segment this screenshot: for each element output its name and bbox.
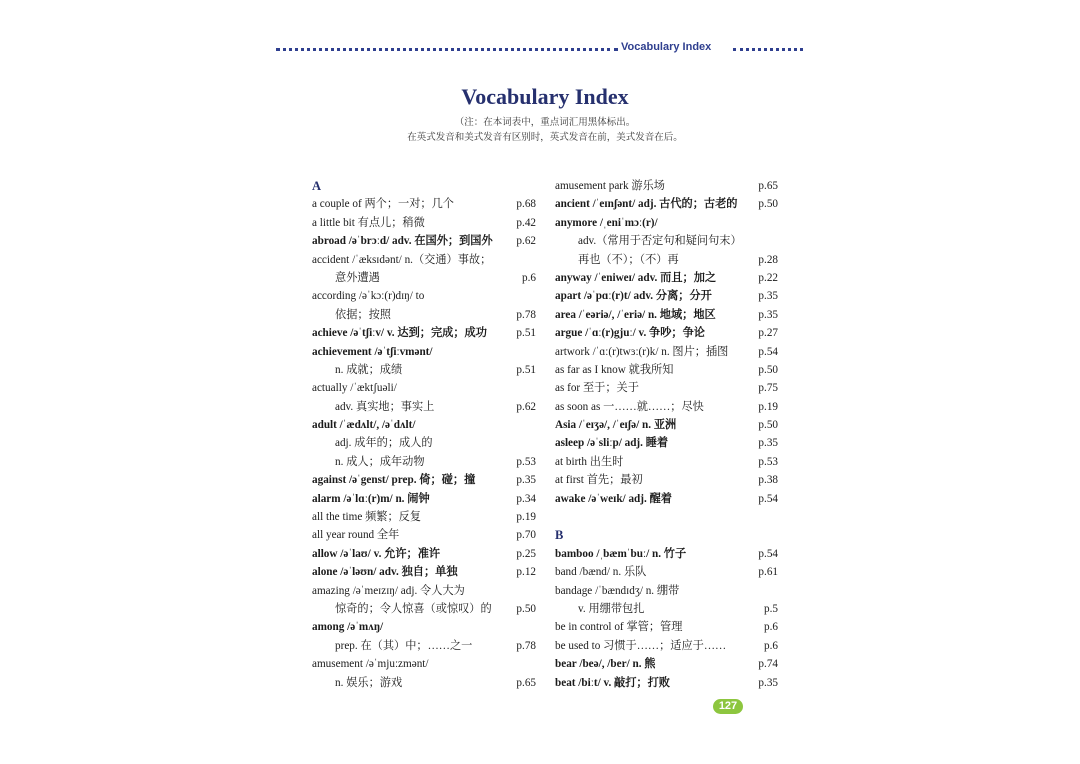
vocab-entry <box>555 582 778 600</box>
letter-heading: B <box>555 528 564 543</box>
vocab-entry <box>312 306 536 324</box>
vocab-entry-text: all year round 全年 <box>312 529 400 542</box>
vocab-page-ref: p.35 <box>516 474 536 487</box>
vocab-entry-text: achievement /əˈtʃiːvmənt/ <box>312 345 433 358</box>
vocab-entry-text: adj. 成年的；成人的 <box>335 437 433 450</box>
vocab-entry-text: against /əˈgenst/ prep. 倚；碰；撞 <box>312 474 476 487</box>
vocab-entry <box>555 195 778 213</box>
vocab-entry-text: alone /əˈləʊn/ adv. 独自；单独 <box>312 566 458 579</box>
vocab-entry <box>312 655 536 673</box>
vocab-entry <box>312 287 536 305</box>
vocab-entry-text: n. 成人；成年动物 <box>335 455 425 468</box>
vocab-page-ref: p.35 <box>758 308 778 321</box>
vocab-entry <box>312 490 536 508</box>
right-column <box>555 177 778 692</box>
vocab-page-ref: p.61 <box>758 566 778 579</box>
header-dots-right <box>733 48 803 51</box>
vocab-entry-text: awake /əˈweɪk/ adj. 醒着 <box>555 492 672 505</box>
vocab-entry <box>312 214 536 232</box>
vocab-page-ref: p.34 <box>516 492 536 505</box>
vocab-entry-text: amusement /əˈmjuːzmənt/ <box>312 658 429 671</box>
vocab-entry <box>555 251 778 269</box>
vocab-entry <box>555 177 778 195</box>
vocab-page-ref: p.51 <box>516 363 536 376</box>
vocab-entry-text: at first 首先；最初 <box>555 474 643 487</box>
vocab-entry-text: adv. 真实地；事实上 <box>335 400 435 413</box>
vocab-entry-text: allow /əˈlaʊ/ v. 允许；准许 <box>312 547 441 560</box>
vocab-entry-text: a little bit 有点儿；稍微 <box>312 216 425 229</box>
vocab-entry <box>312 471 536 489</box>
vocab-entry <box>555 379 778 397</box>
vocab-entry-text: anyway /ˈeniweɪ/ adv. 而且；加之 <box>555 271 717 284</box>
vocab-entry <box>555 490 778 508</box>
vocab-page-ref: p.42 <box>516 216 536 229</box>
vocab-entry <box>312 674 536 692</box>
vocab-page-ref: p.5 <box>764 602 778 615</box>
vocab-entry-text: accident /ˈæksɪdənt/ n.（交通）事故； <box>312 253 492 266</box>
vocab-entry <box>555 600 778 618</box>
vocab-page-ref: p.74 <box>758 658 778 671</box>
vocab-page-ref: p.53 <box>758 455 778 468</box>
vocab-entry-text: bandage /ˈbændɪdʒ/ n. 绷带 <box>555 584 680 597</box>
vocab-page-ref: p.19 <box>758 400 778 413</box>
vocab-entry <box>312 637 536 655</box>
vocab-entry-text: alarm /əˈlɑː(r)m/ n. 闹钟 <box>312 492 430 505</box>
vocab-entry-text: as soon as 一……就……；尽快 <box>555 400 704 413</box>
vocab-entry-text: amusement park 游乐场 <box>555 180 665 192</box>
vocab-entry <box>555 287 778 305</box>
vocab-entry-text: n. 娱乐；游戏 <box>335 676 403 689</box>
vocab-entry <box>555 655 778 673</box>
vocab-entry <box>312 379 536 397</box>
vocab-page-ref: p.54 <box>758 547 778 560</box>
vocab-page-ref: p.6 <box>764 639 778 652</box>
vocab-entry-text: apart /əˈpɑː(r)t/ adv. 分离；分开 <box>555 290 712 303</box>
vocab-page-ref: p.35 <box>758 290 778 303</box>
vocab-page-ref: p.27 <box>758 327 778 340</box>
vocab-page-ref: p.65 <box>516 676 536 689</box>
vocab-entry <box>312 232 536 250</box>
vocab-entry <box>555 637 778 655</box>
vocab-entry-text: actually /ˈæktʃuəli/ <box>312 382 397 395</box>
vocab-entry-text: asleep /əˈsliːp/ adj. 睡着 <box>555 437 669 450</box>
vocab-entry-text: Asia /ˈeɪʒə/, /ˈeɪʃə/ n. 亚洲 <box>555 419 677 432</box>
vocab-page-ref: p.78 <box>516 639 536 652</box>
vocab-page-ref: p.28 <box>758 253 778 266</box>
vocab-entry-text: according /əˈkɔː(r)dɪŋ/ to <box>312 290 425 303</box>
vocab-entry <box>312 434 536 452</box>
vocab-page-ref: p.51 <box>516 327 536 340</box>
note-line-1: （注：在本词表中，重点词汇用黑体标出。 <box>454 118 636 128</box>
vocab-entry <box>555 269 778 287</box>
vocab-page-ref: p.54 <box>758 345 778 358</box>
vocab-entry <box>555 306 778 324</box>
header-label: Vocabulary Index <box>621 41 712 53</box>
vocab-entry-text: at birth 出生时 <box>555 455 624 468</box>
vocab-page-ref: p.70 <box>516 529 536 542</box>
vocab-page-ref: p.38 <box>758 474 778 487</box>
vocab-entry <box>312 453 536 471</box>
vocab-entry <box>555 324 778 342</box>
header-dots-left <box>276 48 618 51</box>
vocab-entry <box>312 416 536 434</box>
vocab-entry <box>312 343 536 361</box>
vocab-entry-text: adult /ˈædʌlt/, /əˈdʌlt/ <box>312 419 416 432</box>
vocab-page-ref: p.19 <box>516 511 536 524</box>
vocab-entry-text: achieve /əˈtʃiːv/ v. 达到；完成；成功 <box>312 327 487 340</box>
vocab-entry <box>312 251 536 269</box>
vocab-entry-text: among /əˈmʌŋ/ <box>312 621 384 634</box>
vocab-entry <box>555 674 778 692</box>
vocab-entry <box>312 526 536 544</box>
vocab-entry <box>312 269 536 287</box>
vocab-entry <box>555 453 778 471</box>
vocab-entry-text: a couple of 两个；一对；几个 <box>312 198 454 211</box>
vocab-entry-text: 依据；按照 <box>335 308 391 321</box>
vocab-entry-text: band /bænd/ n. 乐队 <box>555 566 647 579</box>
vocab-entry-text: adv.（常用于否定句和疑问句末） <box>578 235 742 248</box>
vocab-entry <box>312 361 536 379</box>
vocab-page-ref: p.75 <box>758 382 778 395</box>
vocab-page-ref: p.12 <box>516 566 536 579</box>
left-column <box>312 177 536 692</box>
vocab-page-ref: p.35 <box>758 676 778 689</box>
vocab-entry <box>555 618 778 636</box>
vocab-entry-text: as far as I know 就我所知 <box>555 363 674 376</box>
vocab-page-ref: p.50 <box>516 602 536 615</box>
vocab-entry-text: area /ˈeəriə/, /ˈeriə/ n. 地域；地区 <box>555 308 716 321</box>
vocab-page-ref: p.35 <box>758 437 778 450</box>
vocab-page-ref: p.62 <box>516 400 536 413</box>
page-number-badge: 127 <box>713 699 743 714</box>
vocab-entry-text: bamboo /ˌbæmˈbuː/ n. 竹子 <box>555 547 687 560</box>
vocab-entry-text: prep. 在（其）中；……之一 <box>335 639 473 652</box>
vocab-entry-text: all the time 频繁；反复 <box>312 511 422 524</box>
letter-heading: A <box>312 179 322 193</box>
vocab-page-ref: p.6 <box>522 271 536 284</box>
vocab-page-ref: p.22 <box>758 271 778 284</box>
vocab-entry <box>555 434 778 452</box>
vocab-entry-text: be in control of 掌管；管理 <box>555 621 683 634</box>
vocab-entry <box>312 563 536 581</box>
vocab-entry-text: as for 至于；关于 <box>555 382 639 395</box>
vocab-entry <box>555 563 778 581</box>
vocab-page-ref: p.53 <box>516 455 536 468</box>
vocab-entry <box>555 343 778 361</box>
vocab-entry-text: anymore /ˌeniˈmɔː(r)/ <box>555 216 658 229</box>
vocab-entry <box>555 232 778 250</box>
vocab-page-ref: p.78 <box>516 308 536 321</box>
vocab-entry <box>312 582 536 600</box>
vocab-page-ref: p.50 <box>758 198 778 211</box>
vocab-entry-text: abroad /əˈbrɔːd/ adv. 在国外；到国外 <box>312 235 493 248</box>
vocab-page-ref: p.6 <box>764 621 778 634</box>
page-title: Vocabulary Index <box>461 84 629 109</box>
vocab-entry <box>555 398 778 416</box>
vocab-entry <box>555 545 778 563</box>
vocab-entry <box>555 361 778 379</box>
vocab-entry <box>312 195 536 213</box>
vocab-page-ref: p.50 <box>758 363 778 376</box>
vocab-entry-text: ancient /ˈeɪnʃənt/ adj. 古代的；古老的 <box>555 198 738 211</box>
vocab-entry <box>555 214 778 232</box>
vocab-entry-text: 再也（不）；（不）再 <box>578 253 679 266</box>
vocab-entry-text: v. 用绷带包扎 <box>578 602 645 615</box>
note-line-2: 在英式发音和美式发音有区别时，英式发音在前，美式发音在后。 <box>407 133 683 143</box>
vocab-page-ref: p.50 <box>758 419 778 432</box>
vocab-page-ref: p.62 <box>516 235 536 248</box>
vocab-entry-text: 惊奇的；令人惊喜（或惊叹）的 <box>335 602 492 615</box>
vocab-entry <box>312 618 536 636</box>
vocab-entry-text: n. 成就；成绩 <box>335 363 403 376</box>
vocab-page-ref: p.25 <box>516 547 536 560</box>
vocab-entry-text: amazing /əˈmeɪzɪŋ/ adj. 令人大为 <box>312 584 465 597</box>
vocab-entry-text: artwork /ˈɑː(r)twɜː(r)k/ n. 图片；插图 <box>555 345 729 358</box>
vocab-entry <box>312 508 536 526</box>
vocab-entry <box>312 600 536 618</box>
vocab-entry-text: bear /beə/, /ber/ n. 熊 <box>555 658 656 671</box>
vocab-entry-text: argue /ˈɑː(r)gjuː/ v. 争吵；争论 <box>555 327 705 340</box>
vocab-entry <box>312 545 536 563</box>
vocab-entry <box>555 416 778 434</box>
vocab-page-ref: p.54 <box>758 492 778 505</box>
vocab-entry <box>312 398 536 416</box>
vocab-entry <box>312 324 536 342</box>
vocab-page-ref: p.65 <box>758 180 778 192</box>
vocab-entry-text: be used to 习惯于……；适应于…… <box>555 639 727 652</box>
section-spacer <box>555 508 778 526</box>
vocab-entry <box>555 471 778 489</box>
vocab-entry-text: beat /biːt/ v. 敲打；打败 <box>555 676 670 689</box>
vocab-entry-text: 意外遭遇 <box>335 271 380 284</box>
vocab-page-ref: p.68 <box>516 198 536 211</box>
